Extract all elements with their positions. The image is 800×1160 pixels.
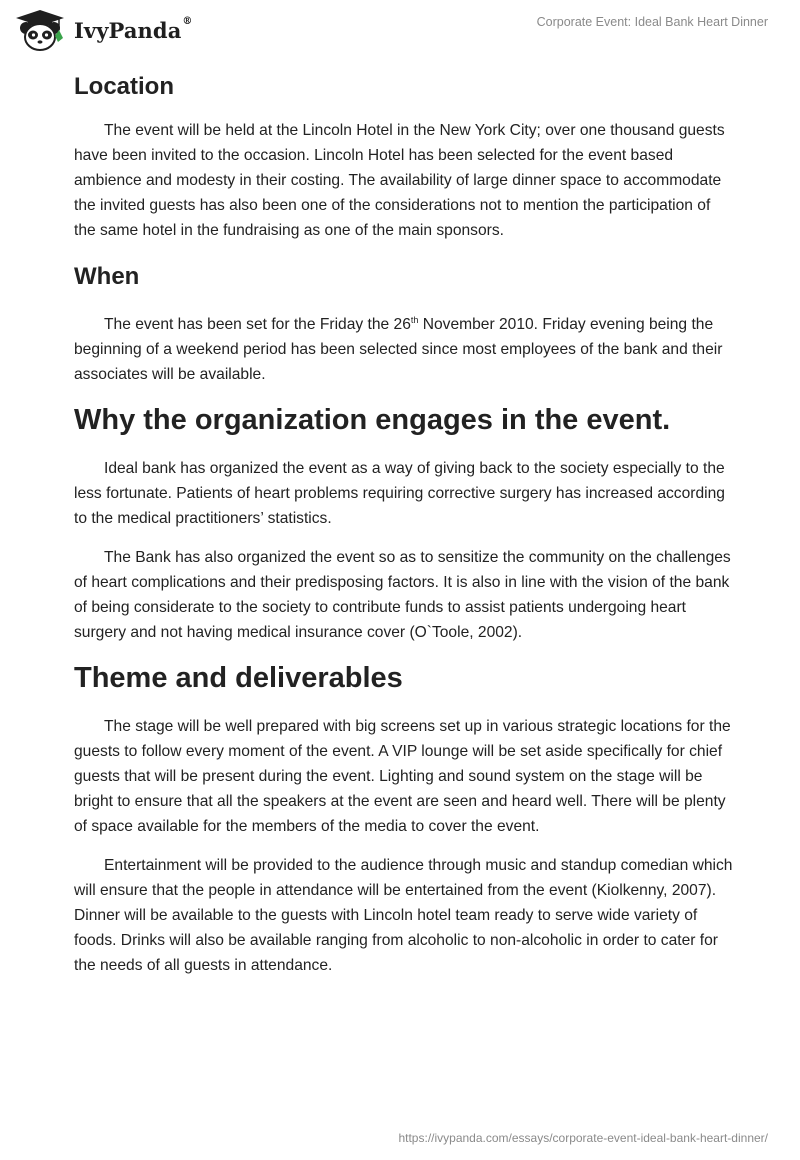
section-heading: Why the organization engages in the event.	[74, 404, 671, 437]
paragraph: The Bank has also organized the event so as to sensitize the community on the challenges of heart complications and their predisposing factors. It is also in line with the vision of the bank of being considerate to the society to contribute funds to assist patients undergoing heart surgery and not having medical insurance cover (O`Toole, 2002).	[74, 549, 731, 642]
document-title: Corporate Event: Ideal Bank Heart Dinner	[536, 15, 768, 29]
section-heading: Theme and deliverables	[74, 662, 403, 695]
panda-graduate-icon	[14, 8, 66, 52]
section-heading: When	[74, 263, 140, 290]
paragraph: The stage will be well prepared with big screens set up in various strategic locations for the guests to follow every moment of the event. A VIP lounge will be set aside specifically for chief guests that will be present during the event. Lighting and sound system on the stage will be bright to ensure that all the speakers at the event are seen and heard well. There will be plenty of space available for the members of the media to cover the event.	[74, 718, 731, 836]
paragraph: Ideal bank has organized the event as a way of giving back to the society especially to the less fortunate. Patients of heart problems requiring corrective surgery has increased according to the medical practitioners’ statistics.	[74, 460, 725, 528]
section-location	[74, 70, 734, 243]
paragraph: The event will be held at the Lincoln Hotel in the New York City; over one thousand guests have been invited to the occasion. Lincoln Hotel has been selected for the event based ambience and modesty in their costing. The availability of large dinner space to accommodate the invited guests has also been one of the considerations not to mention the participation of the same hotel in the fundraising as one of the main sponsors.	[74, 122, 725, 239]
page-header	[0, 0, 800, 64]
section-theme	[74, 658, 734, 978]
essay-body	[74, 70, 734, 978]
brand-name: IvyPanda®	[74, 15, 193, 43]
section-heading: Location	[74, 73, 174, 100]
paragraph: The event has been set for the Friday the 26th November 2010. Friday evening being the beginning of a weekend period has been selected since most employees of the bank and their associates will be available.	[74, 315, 723, 384]
section-why	[74, 400, 734, 645]
source-url-link[interactable]: https://ivypanda.com/essays/corporate-event-ideal-bank-heart-dinner/	[398, 1131, 768, 1145]
section-when	[74, 260, 734, 387]
paragraph: Entertainment will be provided to the audience through music and standup comedian which will ensure that the people in attendance will be entertained from the event (Kiolkenny, 2007). Dinner will be available to the guests with Lincoln hotel team ready to serve wide variety of foods. Drinks will also be available ranging from alcoholic to non-alcoholic in order to cater for the needs of all guests in attendance.	[74, 857, 733, 975]
ivypanda-logo[interactable]	[14, 8, 193, 52]
